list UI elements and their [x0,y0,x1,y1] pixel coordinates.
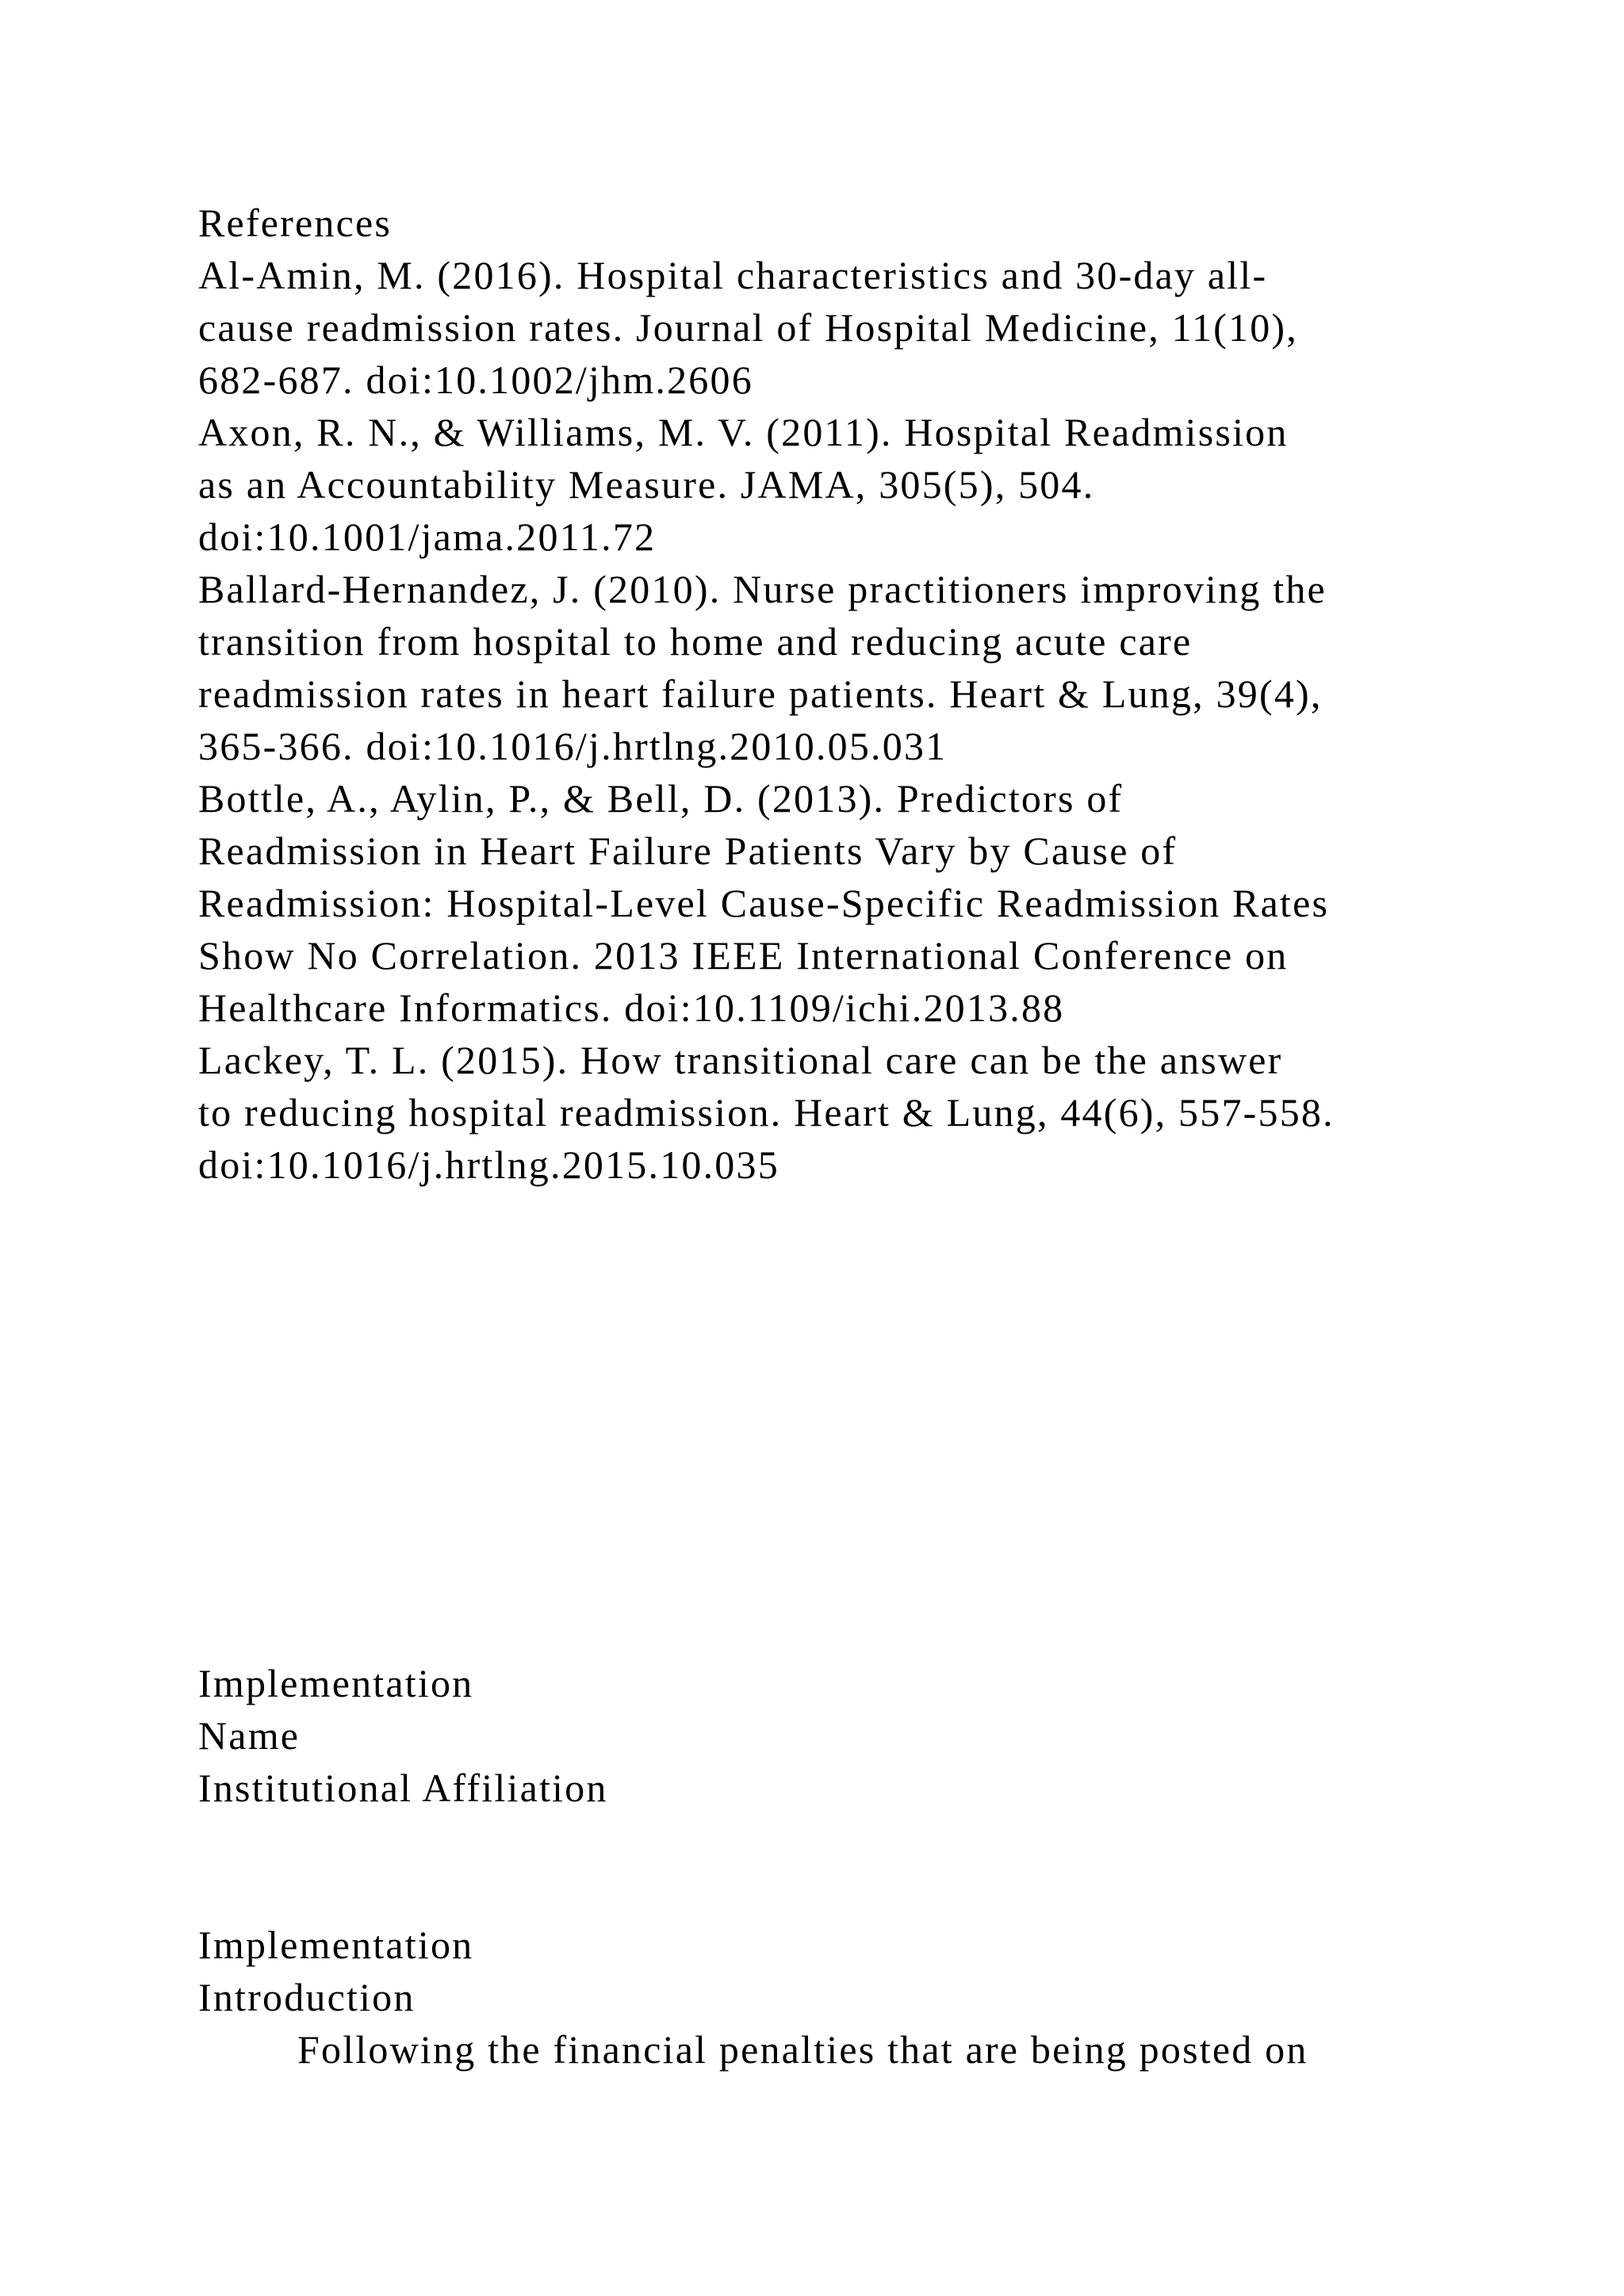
reference-entry-al-amin [198,249,1499,406]
reference-line: Readmission in Heart Failure Patients Vary by Cause of [198,828,1178,873]
reference-entry-ballard-hernandez [198,563,1499,772]
reference-line: Show No Correlation. 2013 IEEE International Conference on [198,933,1289,978]
references-section [198,197,1499,1191]
reference-line: to reducing hospital readmission. Heart & Lung, 44(6), 557-558. [198,1090,1335,1135]
reference-line: 682-687. doi:10.1002/jhm.2606 [198,358,753,402]
reference-line: as an Accountability Measure. JAMA, 305(5), 504. [198,462,1095,507]
body-section [198,1919,1499,2076]
reference-line: readmission rates in heart failure patients. Heart & Lung, 39(4), [198,672,1323,716]
reference-line: doi:10.1016/j.hrtlng.2015.10.035 [198,1142,779,1187]
reference-line: transition from hospital to home and reducing acute care [198,619,1193,664]
reference-line: 365-366. doi:10.1016/j.hrtlng.2010.05.031 [198,724,948,768]
reference-line: Axon, R. N., & Williams, M. V. (2011). Hospital Readmission [198,410,1289,454]
reference-line: Al-Amin, M. (2016). Hospital characteristics and 30-day all- [198,253,1268,297]
author-name: Name [198,1713,301,1758]
title-page-title: Implementation [198,1661,474,1705]
reference-entry-lackey [198,1034,1499,1191]
section-heading-introduction: Introduction [198,1975,416,2019]
reference-line: Healthcare Informatics. doi:10.1109/ichi.2013.88 [198,985,1065,1030]
paragraph-first-line: Following the financial penalties that are being posted on [297,2027,1308,2072]
reference-line: Bottle, A., Aylin, P., & Bell, D. (2013). Predictors of [198,776,1124,821]
institutional-affiliation: Institutional Affiliation [198,1766,608,1810]
reference-line: Readmission: Hospital-Level Cause-Specific Readmission Rates [198,881,1330,925]
reference-entry-axon [198,406,1499,563]
body-title: Implementation [198,1923,474,1967]
reference-line: Ballard-Hernandez, J. (2010). Nurse practitioners improving the [198,567,1327,611]
references-heading: References [198,201,393,245]
reference-line: Lackey, T. L. (2015). How transitional care can be the answer [198,1038,1283,1082]
reference-entry-bottle [198,772,1499,1034]
title-page-section [198,1657,1499,1814]
reference-line: cause readmission rates. Journal of Hospital Medicine, 11(10), [198,305,1298,350]
reference-line: doi:10.1001/jama.2011.72 [198,515,657,559]
